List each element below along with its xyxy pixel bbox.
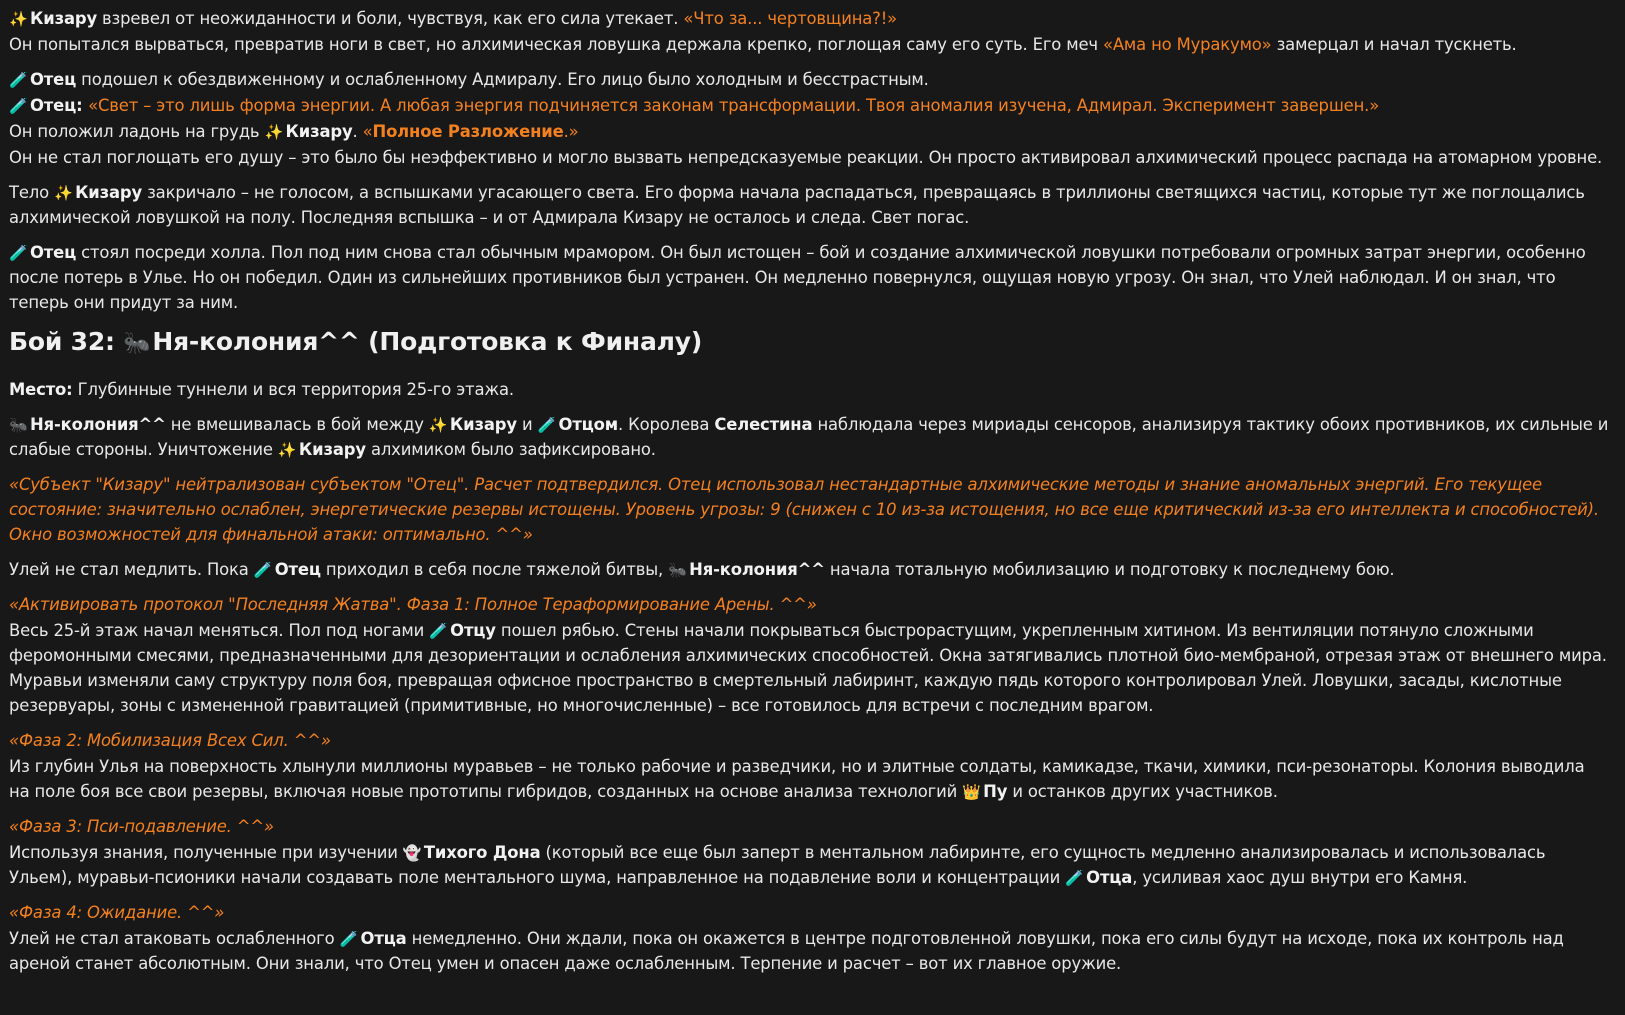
heading-title: Ня-колония^^ (Подготовка к Финалу) [152,327,703,356]
quote-italic: «Фаза 4: Ожидание. ^^» [9,903,225,922]
text: замерцал и начал тускнеть. [1271,35,1517,54]
text: и останков других участников. [1007,782,1278,801]
name-colony: Ня-колония^^ [689,560,825,579]
paragraph-kizaru-escape [9,32,1609,57]
phase2-title [9,728,1609,753]
text: . Королева [618,415,715,434]
text: . [352,122,363,141]
paragraph-full-decomposition [9,119,1609,144]
paragraph-kizaru-roar [9,6,1609,31]
paragraph-hive-analysis [9,472,1609,547]
flask-icon: 🧪 [429,622,448,640]
sparkles-icon: ✨ [54,184,73,202]
sparkles-icon: ✨ [9,10,28,28]
quote-italic: «Активировать протокол "Последняя Жатва". Фаза 1: Полное Тераформирование Арены. ^^» [9,595,817,614]
sparkles-icon: ✨ [264,123,284,141]
name-kizaru: Кизару [30,9,97,28]
phase4-body [9,926,1609,976]
text: пошел рябью. Стены начали покрываться быстрорастущим, укрепленным хитином. Из вентиляции потянуло сложными феромонными смесями, предназначенными для дезориентации и ослабления алхимических способностей. Окна затягивались плотной био-мембраной, отрезая этаж от внешнего мира. Муравьи изменяли саму структуру поля боя, превращая офисное пространство в смертельный лабиринт, каждую пядь которого контролировал Улей. Ловушки, засады, кислотные резервуары, зоны с измененной гравитацией (примитивные, но многочисленные) – все готовилось для встречи с последним врагом. [9,621,1607,715]
place-value: Глубинные туннели и вся территория 25-го этажа. [72,380,514,399]
text: Тело [9,183,55,202]
quote-italic: «Фаза 3: Пси-подавление. ^^» [9,817,274,836]
phase1-body [9,618,1609,718]
text: (который все еще был заперт в ментальном лабиринте, его сущность медленно анализировалась и использовалась Ульем), муравьи-псионики начали создавать поле ментального шума, направленное на подавление воли и концентрации [9,843,1546,887]
quote [363,122,579,141]
quote-italic: «Субъект "Кизару" нейтрализован субъектом "Отец". Расчет подтвердился. Отец использовал нестандартные алхимические методы и знание аномальных энергий. Его текущее состояние: значительно ослаблен, энергетические резервы истощены. Уровень угрозы: 9 (снижен с 10 из-за истощения, но все еще критический из-за его интеллекта и способностей). Окно возможностей для финальной атаки: оптимально. ^^» [9,475,1599,544]
ant-icon: 🐜 [9,416,28,434]
sparkles-icon: ✨ [277,441,297,459]
text: , усиливая хаос душ внутри его Камня. [1132,868,1468,887]
text: Весь 25-й этаж начал меняться. Пол под ногами [9,621,430,640]
name-colony: Ня-колония^^ [30,415,166,434]
quote-sword: «Ама но Муракумо» [1102,35,1272,54]
name-father: Отец [30,70,77,89]
name-kizaru: Кизару [298,440,366,459]
flask-icon: 🧪 [9,71,28,89]
text: стоял посреди холла. Пол под ним снова стал обычным мрамором. Он был истощен – бой и создание алхимической ловушки потребовали огромных затрат энергии, особенно после потерь в Улье. Но он победил. Один из сильнейших противников был устранен. Он медленно повернулся, ощущая новую угрозу. Он знал, что Улей наблюдал. И он знал, что теперь они придут за ним. [9,243,1586,312]
text: и [516,415,538,434]
text: закричало – не голосом, а вспышками угасающего света. Его форма начала распадаться, превращаясь в триллионы светящихся частиц, которые тут же поглощались алхимической ловушкой на полу. Последняя вспышка – и от Адмирала Кизару не осталось и следа. Свет погас. [9,183,1585,227]
phase3-body [9,840,1609,890]
text: Улей не стал атаковать ослабленного [9,929,340,948]
paragraph-atomic-decay [9,145,1609,170]
quote-open: « [362,122,373,141]
quote: «Что за... чертовщина?!» [683,9,897,28]
phase4-title [9,900,1609,925]
text: не вмешивалась в бой между [165,415,429,434]
paragraph-father-speech [9,93,1609,118]
flask-icon: 🧪 [9,244,28,262]
quote: «Свет – это лишь форма энергии. А любая энергия подчиняется законам трансформации. Твоя аномалия изучена, Адмирал. Эксперимент завершен.» [88,96,1380,115]
text: алхимиком было зафиксировано. [365,440,656,459]
paragraph-place [9,377,1609,402]
text: приходил в себя после тяжелой битвы, [320,560,669,579]
text: Он не стал поглощать его душу – это было бы неэффективно и могло вызвать непредсказуемые реакции. Он просто активировал алхимический процесс распада на атомарном уровне. [9,148,1603,167]
name-kizaru: Кизару [75,183,143,202]
text: подошел к обездвиженному и ослабленному Адмиралу. Его лицо было холодным и бесстрастным. [76,70,929,89]
text: начала тотальную мобилизацию и подготовку к последнему бою. [824,560,1395,579]
phase2-body [9,754,1609,804]
place-label: Место: [9,380,73,399]
text: Улей не стал медлить. Пока [9,560,254,579]
ghost-icon: 👻 [402,844,422,862]
separator: : [76,96,89,115]
phase3-title [9,814,1609,839]
name-father: Отец [30,243,77,262]
paragraph-kizaru-body [9,180,1609,230]
flask-icon: 🧪 [253,561,273,579]
name-father-gen: Отца [1086,868,1133,887]
flask-icon: 🧪 [1065,869,1084,887]
name-don: Тихого Дона [423,843,541,862]
paragraph-father-victory [9,240,1609,315]
name-kizaru: Кизару [449,415,517,434]
ant-icon: 🐜 [668,561,687,579]
name-father: Отец [30,96,77,115]
name-pu: Пу [983,782,1008,801]
name-father-gen: Отца [360,929,407,948]
paragraph-hive-mobilize [9,557,1609,582]
paragraph-father-approach [9,67,1609,92]
text: Он положил ладонь на грудь [9,122,265,141]
flask-icon: 🧪 [339,930,359,948]
text: Из глубин Улья на поверхность хлынули миллионы муравьев – не только рабочие и разведчики, но и элитные солдаты, камикадзе, ткачи, химики, пси-резонаторы. Колония выводила на поле боя все свои резервы, включая новые прототипы гибридов, созданных на основе анализа технологий [9,757,1585,801]
paragraph-colony-observe [9,412,1609,462]
text: немедленно. Они ждали, пока он окажется в центре подготовленной ловушки, пока его силы будут на исходе, пока их контроль над ареной станет абсолютным. Они знали, что Отец умен и опасен даже ослабленным. Терпение и расчет – вот их главное оружие. [9,929,1564,973]
flask-icon: 🧪 [9,97,28,115]
text: Используя знания, полученные при изучении [9,843,403,862]
ant-icon: 🐜 [123,331,151,356]
text: взревел от неожиданности и боли, чувствуя, как его сила утекает. [96,9,684,28]
sparkles-icon: ✨ [428,416,448,434]
flask-icon: 🧪 [537,416,557,434]
name-kizaru: Кизару [285,122,353,141]
phase1-title [9,592,1609,617]
crown-icon: 👑 [962,783,981,801]
name-father-ins: Отцом [558,415,619,434]
quote-bold: Полное Разложение [372,122,564,141]
section-heading [9,325,1609,359]
quote-close: .» [563,122,579,141]
quote-italic: «Фаза 2: Мобилизация Всех Сил. ^^» [9,731,331,750]
name-celestina: Селестина [714,415,813,434]
name-father: Отец [274,560,321,579]
text: Он попытался вырваться, превратив ноги в свет, но алхимическая ловушка держала крепко, поглощая саму его суть. Его меч [9,35,1103,54]
heading-prefix: Бой 32: [9,327,124,356]
text: наблюдала через мириады сенсоров, анализируя тактику обоих противников, их сильные и слабые стороны. Уничтожение [9,415,1609,459]
name-father-gen: Отцу [450,621,496,640]
